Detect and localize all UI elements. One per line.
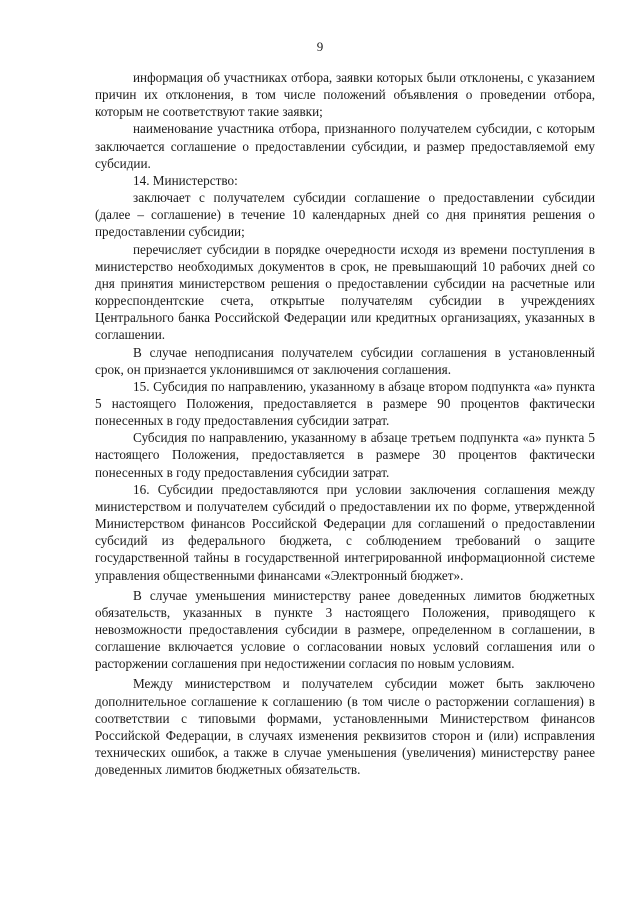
paragraph-rejected-participants-info: информация об участниках отбора, заявки которых были отклонены, с указанием причин их отклонения, в том числе положений объявления о проведении отбора, которым не соответствуют такие заявки;	[95, 70, 595, 120]
page-number: 9	[316, 39, 324, 54]
paragraph-transfers-subsidies: перечисляет субсидии в порядке очередности исходя из времени поступления в министерство необходимых документов в срок, не превышающий 10 рабочих дней со дня принятия министерством решения о предоставлении субсидии на расчетные или корреспондентские счета, открытые получателям субсидии в учреждениях Центрального банка Российской Федерации или кредитных организациях, указанных в соглашении.	[95, 241, 595, 343]
paragraph-item-15-90-percent: 15. Субсидия по направлению, указанному в абзаце втором подпункта «а» пункта 5 настоящего Положения, предоставляется в размере 90 процентов фактически понесенных в году предоставления субсидии затрат.	[95, 378, 595, 429]
paragraph-additional-agreement: Между министерством и получателем субсидии может быть заключено дополнительное соглашение к соглашению (в том числе о расторжении соглашения) в соответствии с типовыми формами, установленными Министерством финансов Российской Федерации, в случаях изменения реквизитов сторон и (или) исправления технических ошибок, а также в случае уменьшения (увеличения) министерству ранее доведенных лимитов бюджетных обязательств.	[95, 676, 595, 778]
paragraph-item-16-conditions: 16. Субсидии предоставляются при условии заключения соглашения между министерством и получателем субсидий о предоставлении их по форме, утвержденной Министерством финансов Российской Федерации для соглашений о предоставлении субсидий из федерального бюджета, с соблюдением требований о защите государственной тайны в государственной интегрированной информационной системе управления общественными финансами «Электронный бюджет».	[95, 481, 595, 583]
paragraph-limits-reduction: В случае уменьшения министерству ранее доведенных лимитов бюджетных обязательств, указанных в пункте 3 настоящего Положения, приводящего к невозможности предоставления субсидии в размере, определенном в соглашении, в соглашение включается условие о согласовании новых условий соглашения или о расторжении соглашения при недостижении согласия по новым условиям.	[95, 587, 595, 672]
document-body	[95, 69, 595, 778]
paragraph-winner-name: наименование участника отбора, признанного получателем субсидии, с которым заключается соглашение о предоставлении субсидии, и размер предоставляемой ему субсидии.	[95, 121, 595, 171]
paragraph-concludes-agreement: заключает с получателем субсидии соглашение о предоставлении субсидии (далее – соглашение) в течение 10 календарных дней со дня принятия решения о предоставлении субсидии;	[95, 190, 595, 240]
paragraph-non-signing: В случае неподписания получателем субсидии соглашения в установленный срок, он признается уклонившимся от заключения соглашения.	[95, 344, 595, 377]
paragraph-item-14-heading: 14. Министерство:	[133, 172, 238, 188]
paragraph-30-percent: Субсидия по направлению, указанному в абзаце третьем подпункта «а» пункта 5 настоящего Положения, предоставляется в размере 30 процентов фактически понесенных в году предоставления субсидии затрат.	[95, 430, 595, 480]
